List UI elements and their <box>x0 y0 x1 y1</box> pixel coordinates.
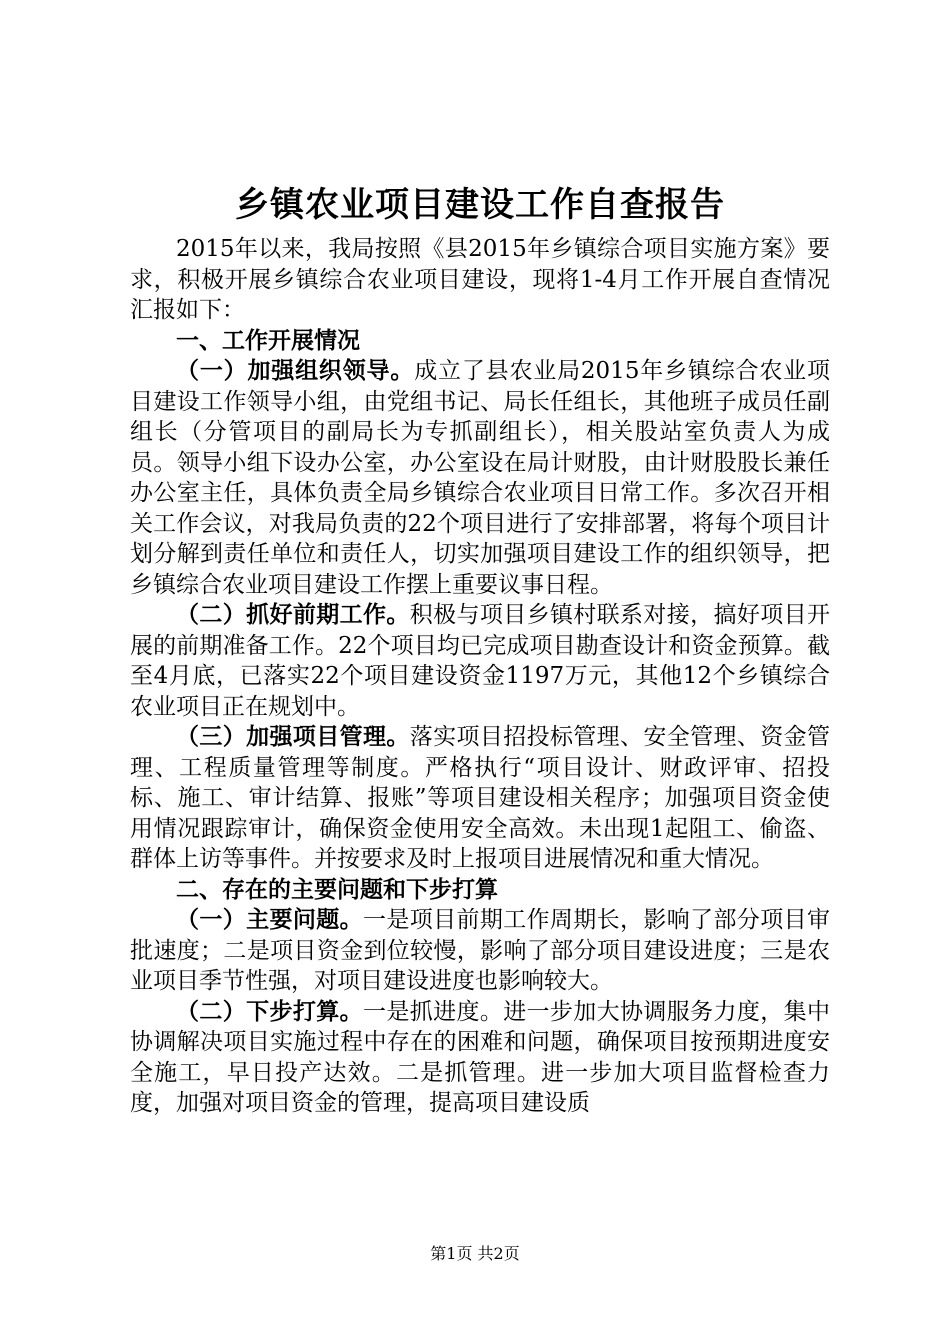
section-1-item-2 <box>130 600 830 722</box>
item-lead: （一）主要问题。 <box>176 907 363 933</box>
page-footer: 第1页 共2页 <box>430 1244 520 1263</box>
item-lead: （一）加强组织领导。 <box>176 358 415 384</box>
item-text: 一是项目前期工作周期长，影响了部分项目审批速度；二是项目资金到位较慢，影响了部分项目建设进度；三是农业项目季节性强，对项目建设进度也影响较大。 <box>130 907 831 994</box>
item-text: 一是抓进度。进一步加大协调服务力度，集中协调解决项目实施过程中存在的困难和问题，确保项目按预期进度安全施工，早日投产达效。二是抓管理。进一步加大项目监督检查力度，加强对项目资金的管理，提高项目建设质 <box>130 998 831 1116</box>
item-lead: （二）下步打算。 <box>176 998 363 1025</box>
item-text: 成立了县农业局2015年乡镇综合农业项目建设工作领导小组，由党组书记、局长任组长，其他班子成员任副组长（分管项目的副局长为专抓副组长），相关股站室负责人为成员。领导小组下设办公室，办公室设在局计财股，由计财股股长兼任办公室主任，具体负责全局乡镇综合农业项目日常工作。多次召开相关工作会议，对我局负责的22个项目进行了安排部署，将每个项目计划分解到责任单位和责任人，切实加强项目建设工作的组织领导，把乡镇综合农业项目建设工作摆上重要议事日程。 <box>130 358 830 598</box>
section-2-item-2 <box>130 997 830 1119</box>
intro-paragraph: 2015年以来，我局按照《县2015年乡镇综合项目实施方案》要求，积极开展乡镇综合农业项目建设，现将1-4月工作开展自查情况汇报如下： <box>130 236 830 323</box>
item-lead: （三）加强项目管理。 <box>176 724 410 750</box>
section-2-heading: 二、存在的主要问题和下步打算 <box>176 876 498 903</box>
section-1-item-1 <box>130 356 830 600</box>
item-text: 积极与项目乡镇村联系对接，搞好项目开展的前期准备工作。22个项目均已完成项目勘查设计和资金预算。截至4月底，已落实22个项目建设资金1197万元，其他12个乡镇综合农业项目正在规划中。 <box>130 602 831 720</box>
section-2-item-1 <box>130 905 830 997</box>
section-1-heading: 一、工作开展情况 <box>176 327 360 354</box>
section-1-item-3 <box>130 722 830 875</box>
item-lead: （二）抓好前期工作。 <box>176 602 410 628</box>
document-page <box>130 182 830 1119</box>
document-title: 乡镇农业项目建设工作自查报告 <box>235 185 725 225</box>
item-text: 落实项目招投标管理、安全管理、资金管理、工程质量管理等制度。严格执行“项目设计、财政评审、招投标、施工、审计结算、报账”等项目建设相关程序；加强项目资金使用情况跟踪审计，确保资金使用安全高效。未出现1起阻工、偷盗、群体上访等事件。并按要求及时上报项目进展情况和重大情况。 <box>130 724 831 872</box>
